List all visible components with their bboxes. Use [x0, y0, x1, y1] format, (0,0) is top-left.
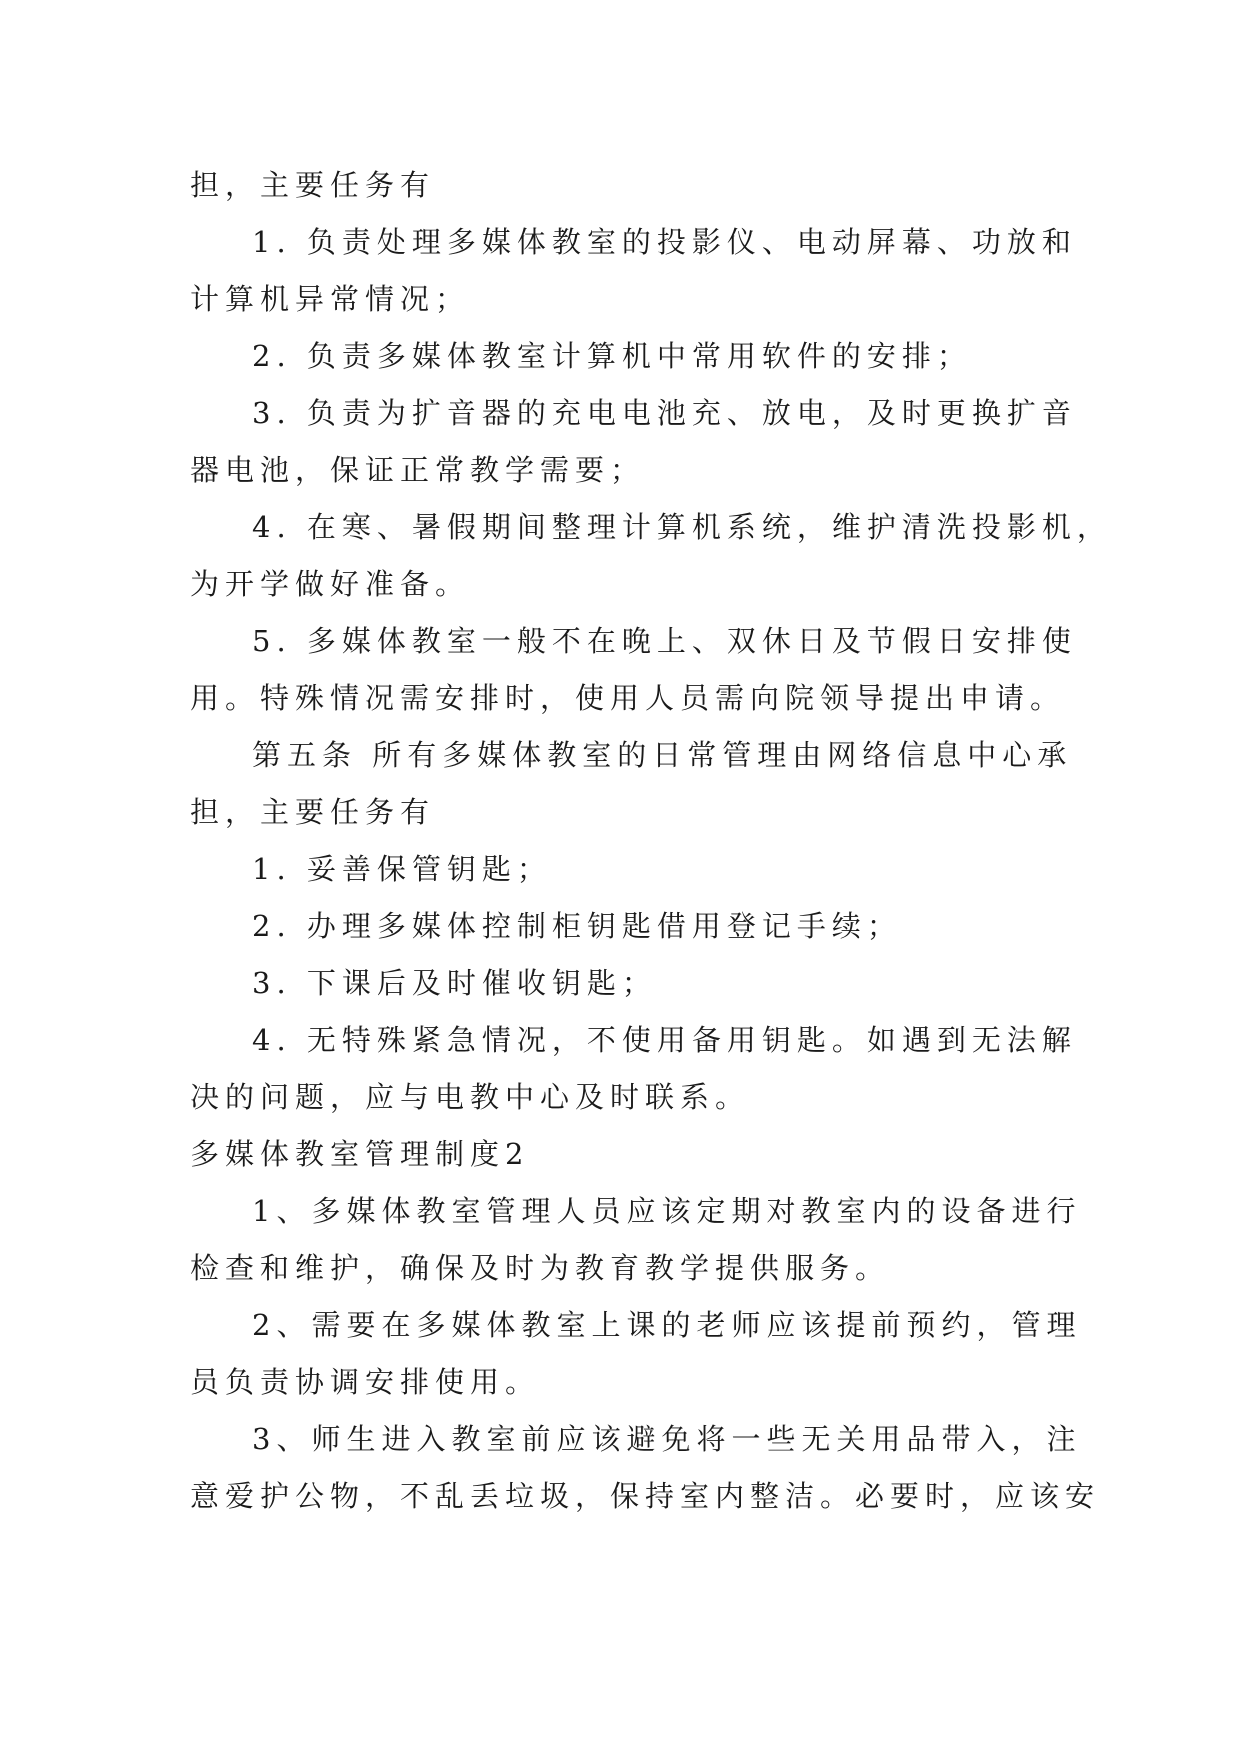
text-line: 2、需要在多媒体教室上课的老师应该提前预约，管理: [252, 1308, 1082, 1342]
text-line: 员负责协调安排使用。: [190, 1365, 541, 1399]
text-line: 3、师生进入教室前应该避免将一些无关用品带入，注: [252, 1422, 1082, 1456]
text-line: 1. 妥善保管钥匙；: [252, 852, 552, 886]
text-line: 3. 下课后及时催收钥匙；: [252, 966, 657, 1000]
text-line: 担，主要任务有: [190, 795, 436, 829]
text-line: 第五条 所有多媒体教室的日常管理由网络信息中心承: [252, 738, 1073, 772]
text-line: 用。特殊情况需安排时，使用人员需向院领导提出申请。: [190, 681, 1066, 715]
text-line: 1. 负责处理多媒体教室的投影仪、电动屏幕、功放和: [252, 225, 1077, 259]
text-line: 意爱护公物，不乱丢垃圾，保持室内整洁。必要时，应该安: [190, 1479, 1101, 1513]
text-line: 5. 多媒体教室一般不在晚上、双休日及节假日安排使: [252, 624, 1077, 658]
text-line: 2. 办理多媒体控制柜钥匙借用登记手续；: [252, 909, 902, 943]
text-line: 决的问题，应与电教中心及时联系。: [190, 1080, 751, 1114]
text-line: 为开学做好准备。: [190, 567, 471, 601]
text-line: 4. 无特殊紧急情况，不使用备用钥匙。如遇到无法解: [252, 1023, 1077, 1057]
text-line: 2. 负责多媒体教室计算机中常用软件的安排；: [252, 339, 972, 373]
text-line: 器电池，保证正常教学需要；: [190, 453, 646, 487]
section-title: 多媒体教室管理制度2: [190, 1137, 530, 1171]
text-line: 计算机异常情况；: [190, 282, 471, 316]
text-line: 3. 负责为扩音器的充电电池充、放电，及时更换扩音: [252, 396, 1077, 430]
text-line: 检查和维护，确保及时为教育教学提供服务。: [190, 1251, 891, 1285]
text-line: 1、多媒体教室管理人员应该定期对教室内的设备进行: [252, 1194, 1082, 1228]
text-line: 担，主要任务有: [190, 168, 436, 202]
text-line: 4. 在寒、暑假期间整理计算机系统，维护清洗投影机，: [252, 510, 1112, 544]
